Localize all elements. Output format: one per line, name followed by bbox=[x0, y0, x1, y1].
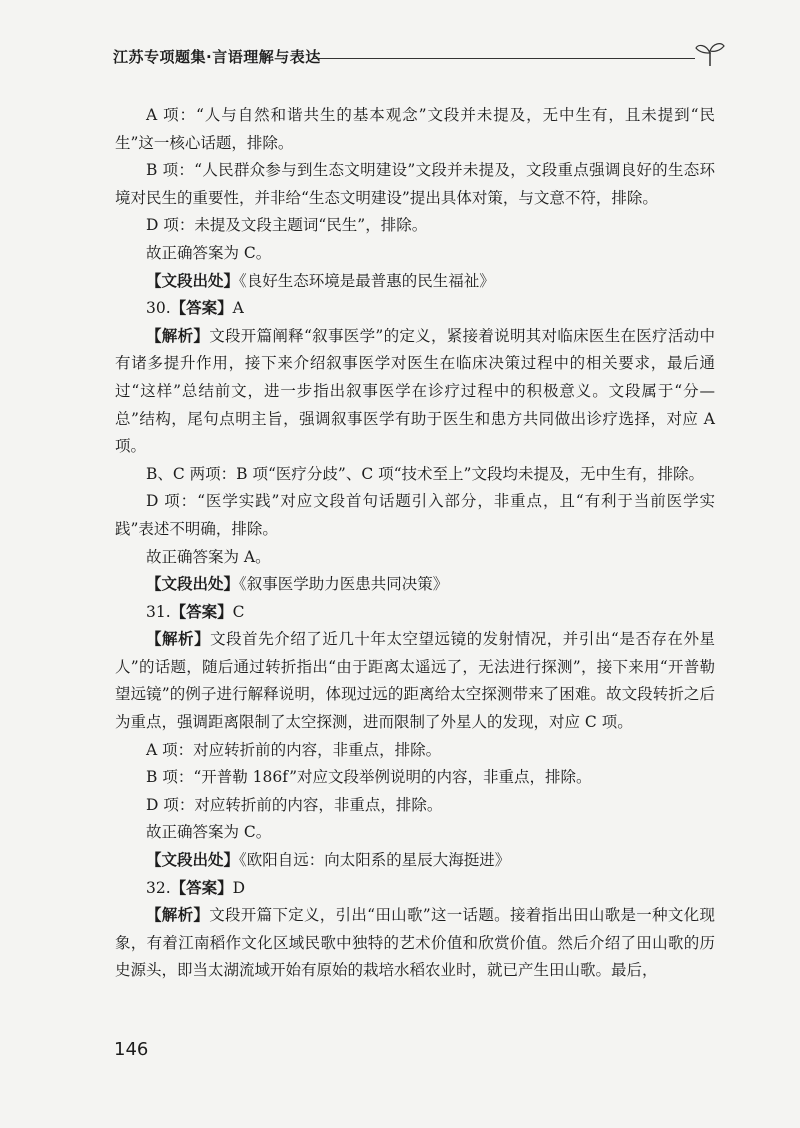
source-line bbox=[115, 847, 715, 875]
question-number: 32. bbox=[146, 878, 171, 897]
page-body bbox=[115, 102, 715, 985]
explanation-label: 【解析】 bbox=[146, 326, 210, 345]
answer-label: 【答案】 bbox=[170, 878, 233, 897]
explanation bbox=[115, 626, 715, 736]
question-number: 31. bbox=[146, 602, 171, 621]
explanation-label: 【解析】 bbox=[146, 630, 211, 649]
option-d-analysis: D 项：“医学实践”对应文段首句话题引入部分，非重点，且“有利于当前医学实践”表述不明确，排除。 bbox=[115, 492, 715, 538]
correct-answer: 故正确答案为 C。 bbox=[146, 243, 272, 262]
correct-answer: 故正确答案为 A。 bbox=[146, 547, 271, 566]
question-answer-line bbox=[115, 599, 715, 627]
explanation-text: 文段开篇阐释“叙事医学”的定义，紧接着说明其对临床医生在医疗活动中有诸多提升作用，接下来介绍叙事医学对医生在临床决策过程中的相关要求，最后通过“这样”总结前文，进一步指出叙事医学在诊疗过程中的积极意义。文段属于“分—总”结构，尾句点明主旨，强调叙事医学有助于医生和患方共同做出诊疗选择，对应 A 项。 bbox=[115, 326, 715, 456]
explanation-label: 【解析】 bbox=[146, 906, 210, 925]
option-bc-analysis: B、C 两项：B 项“医疗分歧”、C 项“技术至上”文段均未提及，无中生有，排除。 bbox=[146, 464, 704, 483]
source-label: 【文段出处】 bbox=[146, 271, 240, 290]
source-line bbox=[115, 268, 715, 296]
answer-letter: D bbox=[232, 878, 246, 897]
answer-label: 【答案】 bbox=[170, 602, 233, 621]
source-title: 《欧阳自远：向太阳系的星辰大海挺进》 bbox=[239, 851, 511, 870]
correct-answer: 故正确答案为 C。 bbox=[146, 823, 272, 842]
source-label: 【文段出处】 bbox=[146, 851, 240, 870]
option-b-analysis: B 项：“人民群众参与到生态文明建设”文段并未提及，文段重点强调良好的生态环境对民生的重要性，并非给“生态文明建设”提出具体对策，与文意不符，排除。 bbox=[115, 161, 715, 207]
answer-letter: C bbox=[232, 602, 245, 621]
option-d-analysis: D 项：未提及文段主题词“民生”，排除。 bbox=[146, 216, 428, 235]
source-label: 【文段出处】 bbox=[146, 575, 240, 594]
source-title: 《叙事医学助力医患共同决策》 bbox=[239, 575, 449, 594]
option-a-analysis: A 项：“人与自然和谐共生的基本观念”文段并未提及，无中生有，且未提到“民生”这一核心话题，排除。 bbox=[115, 106, 715, 152]
explanation-text: 文段首先介绍了近几十年太空望远镜的发射情况，并引出“是否存在外星人”的话题，随后通过转折指出“由于距离太遥远了，无法进行探测”，接下来用“开普勒望远镜”的例子进行解释说明，体现过远的距离给太空探测带来了困难。故文段转折之后为重点，强调距离限制了太空探测，进而限制了外星人的发现，对应 C 项。 bbox=[115, 630, 715, 732]
option-a-analysis: A 项：对应转折前的内容，非重点，排除。 bbox=[146, 740, 442, 759]
header-title: 江苏专项题集·言语理解与表达 bbox=[113, 48, 321, 66]
source-title: 《良好生态环境是最普惠的民生福祉》 bbox=[239, 271, 495, 290]
header-rule bbox=[313, 58, 695, 59]
sprout-icon bbox=[695, 38, 725, 68]
question-number: 30. bbox=[146, 299, 171, 318]
explanation bbox=[115, 323, 715, 461]
option-d-analysis: D 项：对应转折前的内容，非重点，排除。 bbox=[146, 795, 443, 814]
question-answer-line bbox=[115, 295, 715, 323]
source-line bbox=[115, 571, 715, 599]
page-number: 146 bbox=[114, 1039, 149, 1060]
explanation bbox=[115, 902, 715, 985]
option-b-analysis: B 项：“开普勒 186f”对应文段举例说明的内容，非重点，排除。 bbox=[146, 768, 592, 787]
answer-label: 【答案】 bbox=[170, 299, 233, 318]
explanation-text: 文段开篇下定义，引出“田山歌”这一话题。接着指出田山歌是一种文化现象，有着江南稻作文化区域民歌中独特的艺术价值和欣赏价值。然后介绍了田山歌的历史源头，即当太湖流域开始有原始的栽培水稻农业时，就已产生田山歌。最后， bbox=[115, 906, 715, 980]
question-answer-line bbox=[115, 875, 715, 903]
answer-letter: A bbox=[232, 299, 244, 318]
running-header bbox=[113, 44, 723, 72]
